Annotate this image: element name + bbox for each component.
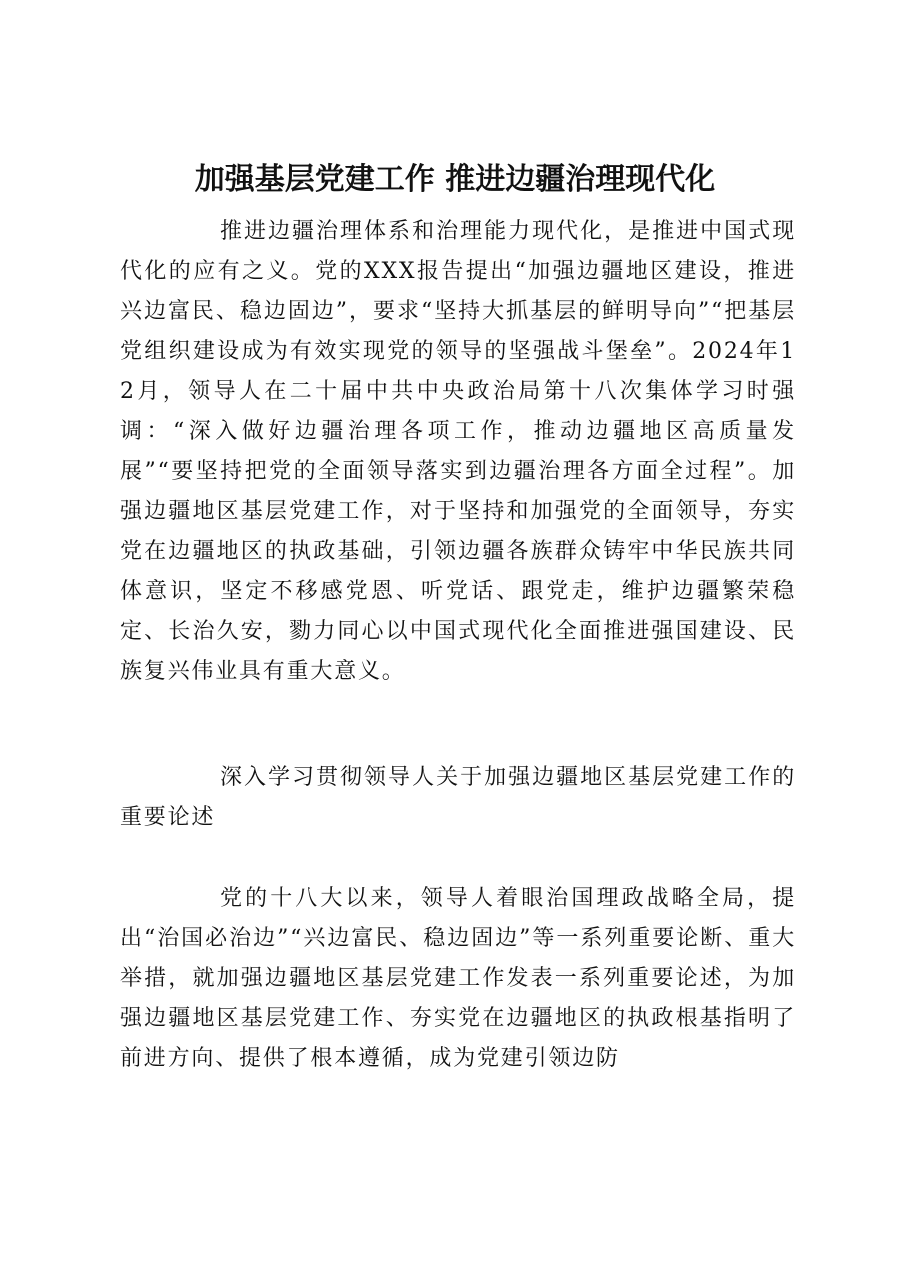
paragraph-intro: 推进边疆治理体系和治理能力现代化，是推进中国式现代化的应有之义。党的XXX报告提出“加强边疆地区建设，推进兴边富民、稳边固边”，要求“坚持大抓基层的鲜明导向”“把基层党组织建设成为有效实现党的领导的坚强战斗堡垒”。2024年12月，领导人在二十届中共中央政治局第十八次集体学习时强调：“深入做好边疆治理各项工作，推动边疆地区高质量发展”“要坚持把党的全面领导落实到边疆治理各方面全过程”。加强边疆地区基层党建工作，对于坚持和加强党的全面领导，夯实党在边疆地区的执政基础，引领边疆各族群众铸牢中华民族共同体意识，坚定不移感党恩、听党话、跟党走，维护边疆繁荣稳定、长治久安，勠力同心以中国式现代化全面推进强国建设、民族复兴伟业具有重大意义。 [120,219,796,684]
paragraph-section-body: 党的十八大以来，领导人着眼治国理政战略全局，提出“治国必治边”“兴边富民、稳边固边”等一系列重要论断、重大举措，就加强边疆地区基层党建工作发表一系列重要论述，为加强边疆地区基层党建工作、夯实党在边疆地区的执政根基指明了前进方向、提供了根本遵循，成为党建引领边防 [120,886,796,1071]
section-heading: 深入学习贯彻领导人关于加强边疆地区基层党建工作的重要论述 [120,765,796,830]
document-title: 加强基层党建工作 推进边疆治理现代化 [194,162,716,197]
